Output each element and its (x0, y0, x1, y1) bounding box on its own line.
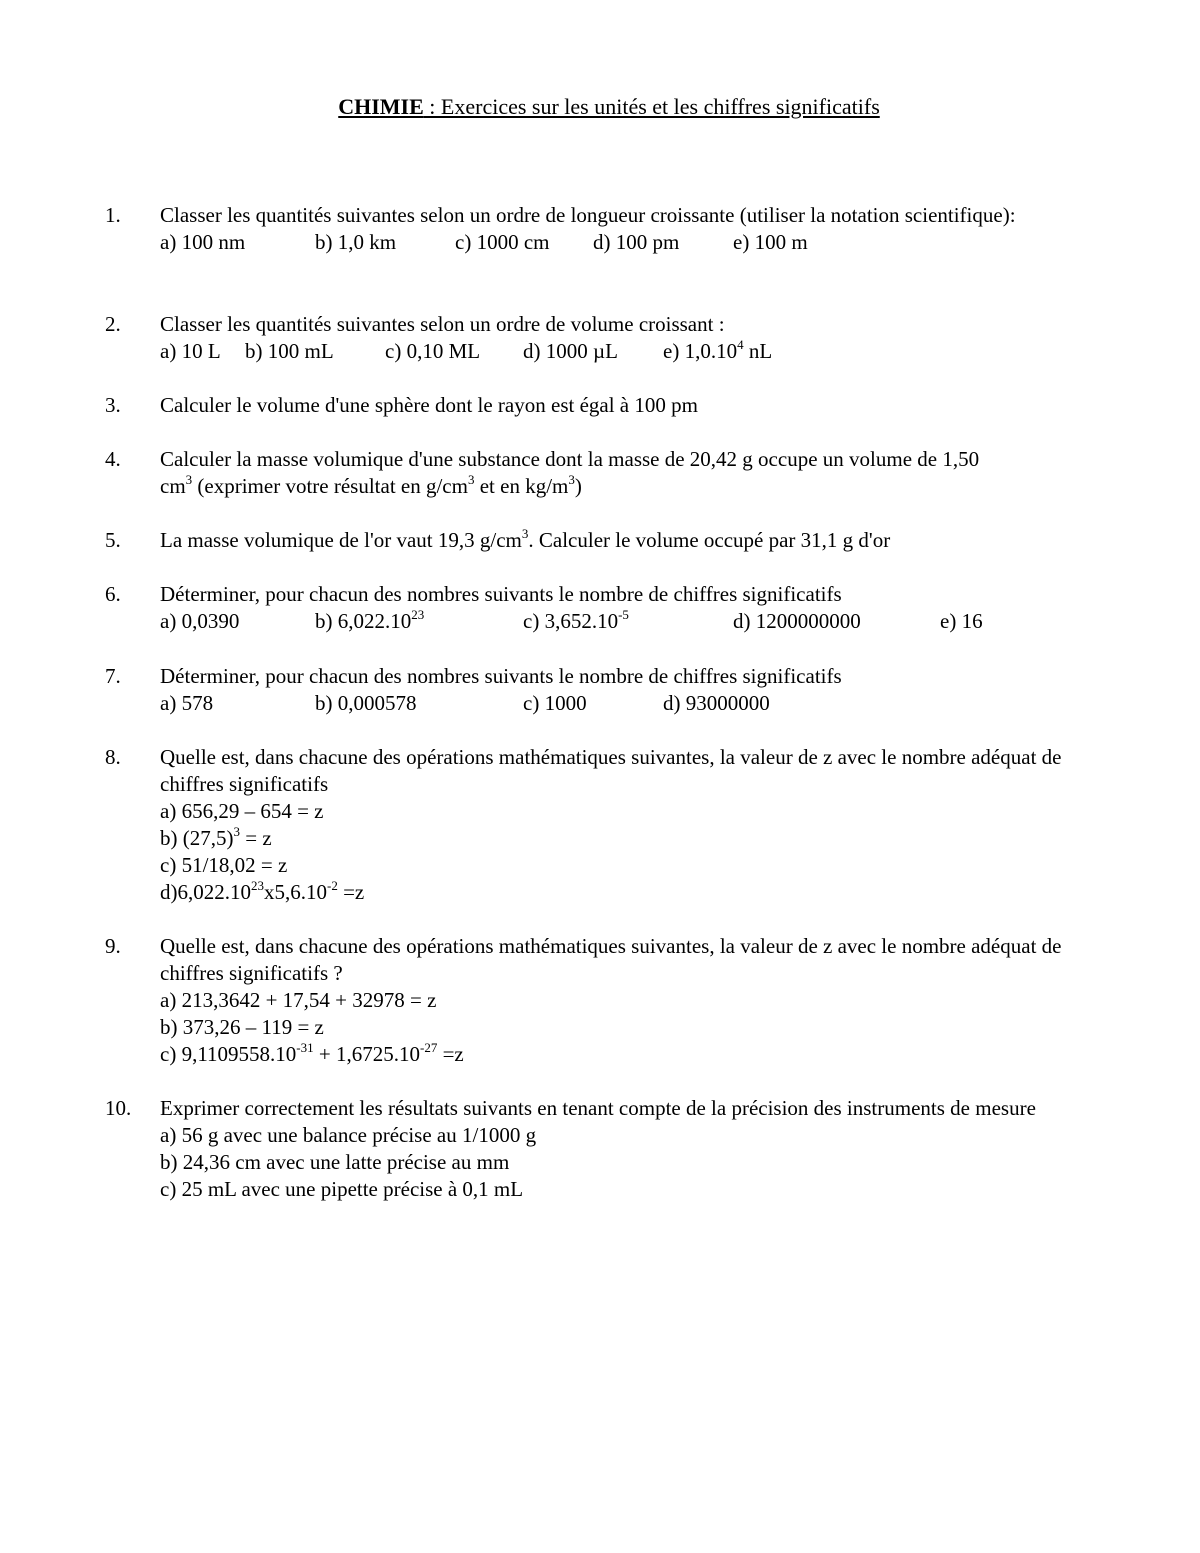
option-a: a) 10 L (160, 339, 221, 363)
option-c (523, 608, 629, 635)
exercise-text: Classer les quantités suivantes selon un ordre de longueur croissante (utiliser la notation scientifique): (160, 203, 1016, 227)
option-d: d) 93000000 (663, 691, 770, 715)
option-c: c) 1000 cm (455, 230, 550, 254)
text-part: b) (27,5) (160, 826, 234, 850)
exponent: 3 (568, 472, 575, 487)
option-b-base: b) 6,022.10 (315, 609, 412, 633)
item-c: c) 25 mL avec une pipette précise à 0,1 mL (160, 1177, 524, 1201)
option-a: a) 0,0390 (160, 609, 240, 633)
options-row (160, 338, 1095, 365)
exponent: 3 (521, 526, 529, 541)
option-e-base: e) 1,0.10 (663, 339, 738, 363)
exercise-4 (105, 446, 1095, 500)
option-c: c) 1000 (523, 691, 587, 715)
option-d: d) 100 pm (593, 230, 680, 254)
exponent: 23 (251, 878, 264, 893)
option-b (315, 608, 424, 635)
item-b: b) 24,36 cm avec une latte précise au mm (160, 1150, 510, 1174)
exercise-number: 7. (105, 664, 121, 688)
option-c: c) 0,10 ML (385, 339, 481, 363)
option-e: e) 100 m (733, 230, 808, 254)
exponent: -27 (419, 1040, 438, 1055)
text-part: x5,6.10 (264, 880, 327, 904)
exercise-number: 10. (105, 1096, 132, 1120)
text-part: La masse volumique de l'or vaut 19,3 g/cm (160, 528, 522, 552)
operation-a: a) 656,29 – 654 = z (160, 799, 324, 823)
option-e-unit: nL (743, 339, 773, 363)
exercise-9 (105, 933, 1095, 1068)
text-part: + 1,6725.10 (313, 1042, 420, 1066)
exercise-7 (105, 663, 1095, 717)
option-d: d) 1000 µL (523, 339, 618, 363)
exercise-1 (105, 202, 1095, 256)
exponent: -31 (296, 1040, 314, 1055)
operation-c: c) 51/18,02 = z (160, 853, 288, 877)
option-b-exponent: 23 (411, 607, 425, 622)
exponent: 3 (467, 472, 475, 487)
text-part: ) (574, 474, 582, 498)
exercise-text-continued (160, 473, 1095, 500)
operation-a: a) 213,3642 + 17,54 + 32978 = z (160, 988, 437, 1012)
option-b: b) 1,0 km (315, 230, 397, 254)
exercise-number: 2. (105, 312, 121, 336)
option-c-exponent: -5 (618, 607, 629, 622)
option-a: a) 100 nm (160, 230, 246, 254)
exercise-number: 3. (105, 393, 121, 417)
option-e: e) 16 (940, 609, 983, 633)
exercise-number: 1. (105, 203, 121, 227)
exercise-3 (105, 392, 1095, 419)
operation-d (160, 879, 1095, 906)
exercise-number: 8. (105, 745, 121, 769)
exercise-text: Déterminer, pour chacun des nombres suivants le nombre de chiffres significatifs (160, 664, 842, 688)
text-part: cm (160, 474, 186, 498)
exponent: 3 (185, 472, 193, 487)
exercise-number: 5. (105, 528, 121, 552)
exercise-6 (105, 581, 1095, 635)
option-e (663, 338, 772, 365)
exponent: 3 (233, 824, 240, 839)
exercise-text: Calculer la masse volumique d'une substance dont la masse de 20,42 g occupe un volume de 1,50 (160, 447, 980, 471)
operation-c (160, 1041, 1095, 1068)
exercise-text: Exprimer correctement les résultats suivants en tenant compte de la précision des instruments de mesure (160, 1096, 1036, 1120)
title-subject: CHIMIE (338, 94, 424, 119)
option-d: d) 1200000000 (733, 609, 861, 633)
exercise-text: Calculer le volume d'une sphère dont le rayon est égal à 100 pm (160, 393, 698, 417)
text-part: c) 9,1109558.10 (160, 1042, 297, 1066)
exercise-text (160, 527, 1095, 554)
exercise-text: Déterminer, pour chacun des nombres suivants le nombre de chiffres significatifs (160, 582, 842, 606)
exercise-10 (105, 1095, 1095, 1203)
operation-b: b) 373,26 – 119 = z (160, 1015, 324, 1039)
exercise-text: Quelle est, dans chacune des opérations mathématiques suivantes, la valeur de z avec le nombre adéquat de chiffres significatifs ? (160, 934, 1062, 985)
item-a: a) 56 g avec une balance précise au 1/1000 g (160, 1123, 537, 1147)
exercise-number: 6. (105, 582, 121, 606)
option-b: b) 100 mL (245, 339, 334, 363)
title-text: : Exercices sur les unités et les chiffres significatifs (423, 94, 880, 119)
exercise-number: 9. (105, 934, 121, 958)
exercise-5 (105, 527, 1095, 554)
text-part: . Calculer le volume occupé par 31,1 g d'or (528, 528, 891, 552)
option-e-exponent: 4 (737, 337, 744, 352)
text-part: =z (337, 880, 365, 904)
exercise-8 (105, 744, 1095, 906)
option-b: b) 0,000578 (315, 691, 417, 715)
exercise-text: Classer les quantités suivantes selon un ordre de volume croissant : (160, 312, 725, 336)
options-row (160, 690, 1095, 717)
options-row (160, 229, 1095, 256)
option-a: a) 578 (160, 691, 214, 715)
options-row (160, 608, 1095, 635)
text-part: (exprimer votre résultat en g/cm (192, 474, 468, 498)
option-c-base: c) 3,652.10 (523, 609, 619, 633)
text-part: et en kg/m (474, 474, 569, 498)
exponent: -2 (327, 878, 338, 893)
text-part: = z (239, 826, 272, 850)
text-part: =z (437, 1042, 464, 1066)
page-title (0, 92, 1200, 122)
text-part: d)6,022.10 (160, 880, 251, 904)
operation-b (160, 825, 1095, 852)
exercise-text: Quelle est, dans chacune des opérations mathématiques suivantes, la valeur de z avec le nombre adéquat de chiffres significatifs (160, 745, 1062, 796)
exercise-number: 4. (105, 447, 121, 471)
exercise-2 (105, 311, 1095, 365)
